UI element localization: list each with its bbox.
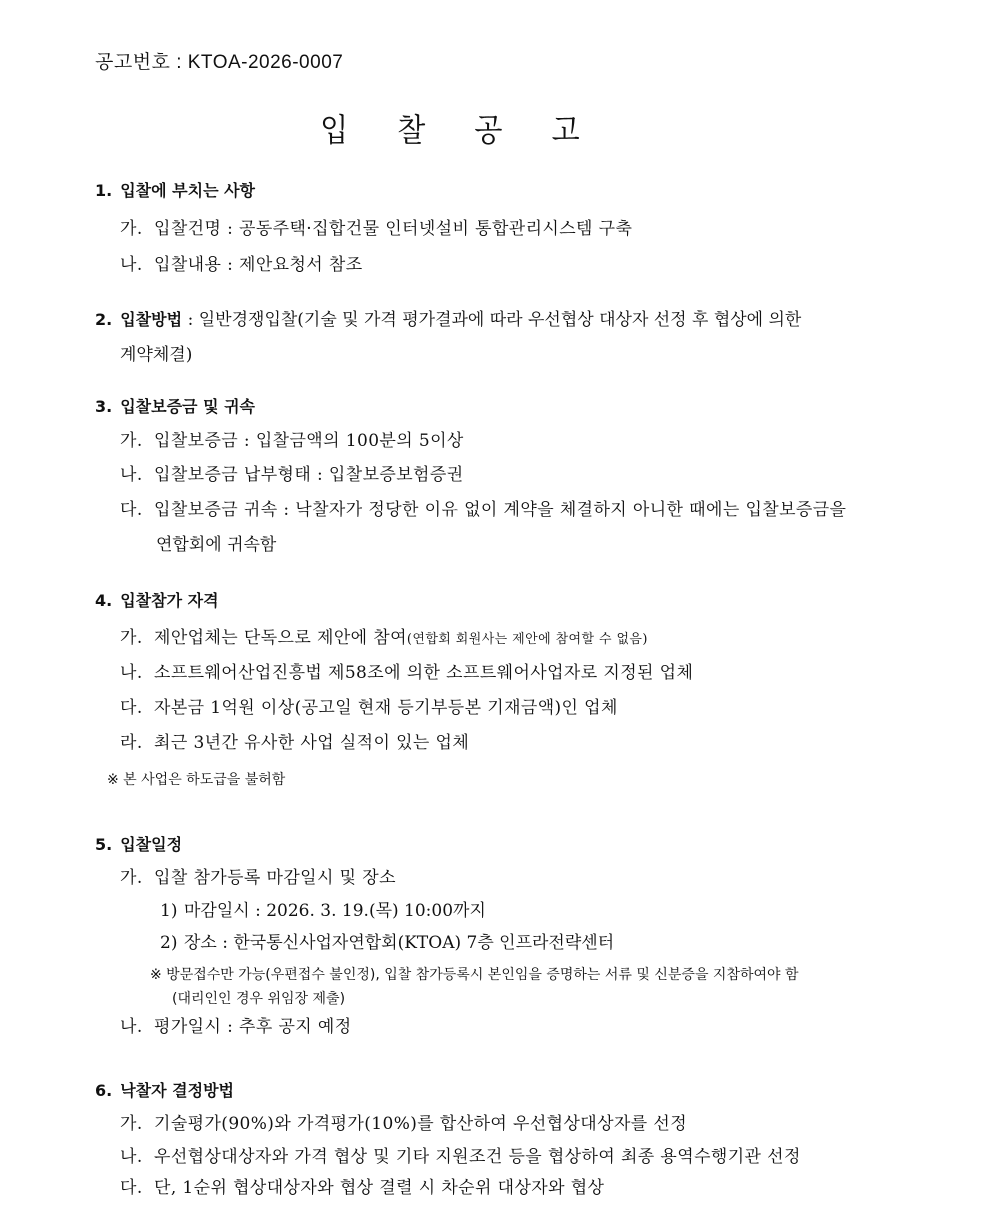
list-item (120, 464, 464, 486)
item-continuation: 연합회에 귀속함 (156, 535, 277, 555)
item-marker: 다. (120, 1178, 143, 1198)
section-number: 6. (95, 1081, 113, 1100)
section-title: 입찰일정 (120, 835, 183, 854)
item-marker: 다. (120, 500, 143, 520)
list-item (120, 430, 464, 452)
item-text: 평가일시 : 추후 공지 예정 (154, 1017, 352, 1037)
section-number: 5. (95, 835, 113, 854)
item-text: 자본금 1억원 이상(공고일 현재 등기부등본 기재금액)인 업체 (154, 698, 618, 718)
item-marker: 나. (120, 1017, 143, 1037)
item-marker: 나. (120, 255, 143, 275)
section-title: 입찰방법 (120, 310, 183, 329)
item-marker: 나. (120, 1147, 143, 1167)
list-item (120, 218, 632, 240)
item-text: 단, 1순위 협상대상자와 협상 결렬 시 차순위 대상자와 협상 (154, 1178, 605, 1198)
item-marker: 가. (120, 628, 143, 648)
section-body: : 일반경쟁입찰(기술 및 가격 평가결과에 따라 우선협상 대상자 선정 후 협상에 의한 (187, 310, 802, 330)
page-title: 입 찰 공 고 (320, 111, 600, 149)
item-marker: 가. (120, 431, 143, 451)
section-number: 1. (95, 181, 113, 200)
item-marker: 나. (120, 663, 143, 683)
item-marker: 가. (120, 1114, 143, 1134)
notice-number: 공고번호 : KTOA-2026-0007 (95, 52, 344, 73)
list-item (120, 1146, 801, 1168)
section-5-heading (95, 834, 182, 856)
item-marker: 1) (160, 901, 178, 921)
item-text: 입찰보증금 귀속 : 낙찰자가 정당한 이유 없이 계약을 체결하지 아니한 때에는 입찰보증금을 (154, 500, 847, 520)
item-text: 입찰건명 : 공동주택·집합건물 인터넷설비 통합관리시스템 구축 (154, 219, 633, 239)
section-number: 3. (95, 397, 113, 416)
sub-item (160, 932, 614, 954)
section-6-heading (95, 1080, 234, 1102)
section-title: 입찰참가 자격 (120, 591, 219, 610)
item-text: 마감일시 : 2026. 3. 19.(목) 10:00까지 (184, 901, 486, 921)
list-item (120, 1113, 687, 1135)
item-marker: 다. (120, 698, 143, 718)
item-text: 입찰보증금 납부형태 : 입찰보증보험증권 (154, 465, 464, 485)
item-text: 장소 : 한국통신사업자연합회(KTOA) 7층 인프라전략센터 (184, 933, 615, 953)
section-body-continuation: 계약체결) (120, 345, 193, 365)
item-text: 제안업체는 단독으로 제안에 참여 (154, 628, 407, 648)
list-item (120, 254, 363, 276)
list-item (120, 697, 618, 719)
item-marker: 2) (160, 933, 178, 953)
item-marker: 라. (120, 733, 143, 753)
list-item (120, 627, 648, 651)
section-number: 2. (95, 310, 113, 329)
item-text: 소프트웨어산업진흥법 제58조에 의한 소프트웨어사업자로 지정된 업체 (154, 663, 694, 683)
list-item (120, 662, 693, 684)
list-item (120, 499, 846, 521)
section-2-heading (95, 309, 801, 331)
item-text: 입찰 참가등록 마감일시 및 장소 (154, 868, 396, 888)
list-item (120, 867, 396, 889)
item-text: 최근 3년간 유사한 사업 실적이 있는 업체 (154, 733, 470, 753)
list-item (120, 1177, 604, 1199)
list-item (120, 732, 469, 754)
item-marker: 가. (120, 868, 143, 888)
note-text: ※ 방문접수만 가능(우편접수 불인정), 입찰 참가등록시 본인임을 증명하는 서류 및 신분증을 지참하여야 함 (150, 967, 799, 983)
item-text: 우선협상대상자와 가격 협상 및 기타 지원조건 등을 협상하여 최종 용역수행기관 선정 (154, 1147, 801, 1167)
note-text-continuation: (대리인인 경우 위임장 제출) (172, 991, 346, 1007)
section-number: 4. (95, 591, 113, 610)
item-text: 입찰보증금 : 입찰금액의 100분의 5이상 (154, 431, 464, 451)
section-title: 입찰보증금 및 귀속 (120, 397, 256, 416)
item-text: 기술평가(90%)와 가격평가(10%)를 합산하여 우선협상대상자를 선정 (154, 1114, 688, 1134)
list-item (120, 1016, 352, 1038)
section-3-heading (95, 396, 255, 418)
item-note-small: (연합회 회원사는 제안에 참여할 수 없음) (406, 632, 648, 647)
section-title: 낙찰자 결정방법 (120, 1081, 234, 1100)
note-text: ※ 본 사업은 하도급을 불허함 (107, 772, 286, 788)
sub-item (160, 900, 486, 922)
item-marker: 나. (120, 465, 143, 485)
section-1-heading (95, 180, 255, 202)
item-text: 입찰내용 : 제안요청서 참조 (154, 255, 363, 275)
section-4-heading (95, 590, 219, 612)
item-marker: 가. (120, 219, 143, 239)
section-title: 입찰에 부치는 사항 (120, 181, 256, 200)
